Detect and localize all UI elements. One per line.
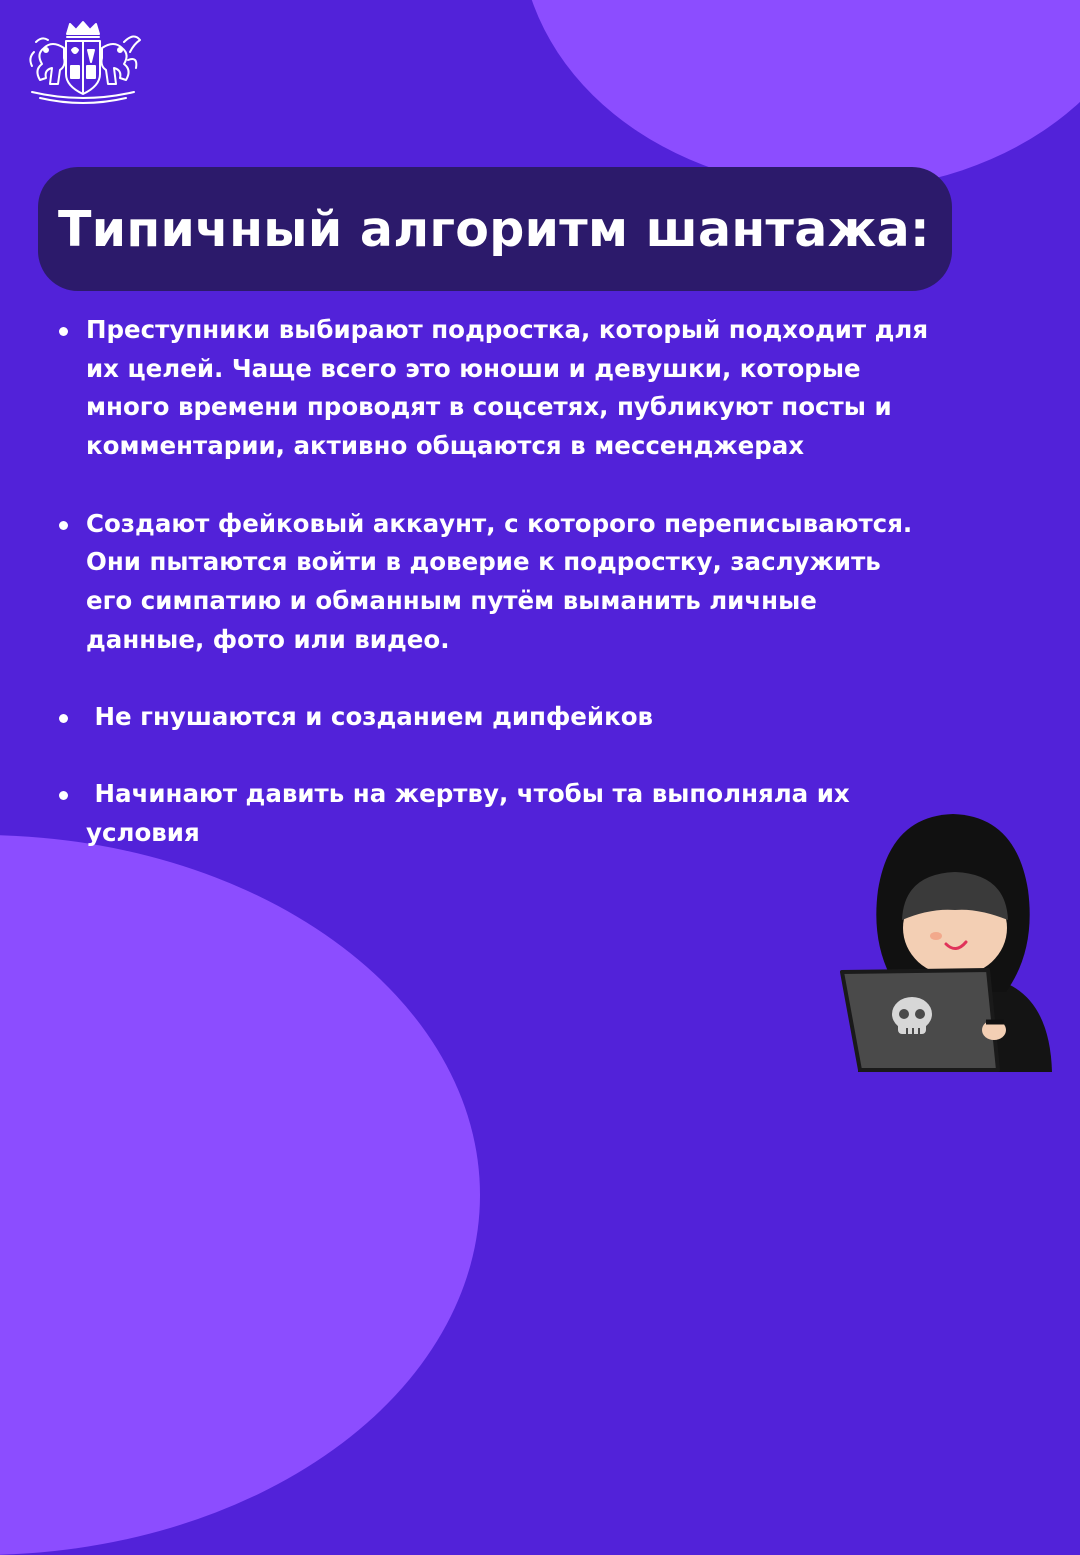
title-banner [38,167,952,291]
bullet-line: его симпатию и обманным путём выманить личные [86,585,817,615]
decorative-blob-bottom [0,835,480,1555]
bullet-dot [59,791,68,800]
coat-of-arms-icon [22,18,144,106]
bullet-line: Они пытаются войти в доверие к подростку, заслужить [86,547,881,577]
bullet-line: Создают фейковый аккаунт, с которого переписываются. [86,508,913,538]
bullet-line: Начинают давить на жертву, чтобы та выполняла их [86,779,850,809]
bullet-item [56,311,1016,466]
bullet-line: Не гнушаются и созданием дипфейков [86,702,654,731]
bullet-line: условия [86,818,200,848]
bullet-item [56,698,1016,737]
bullet-line: их целей. Чаще всего это юноши и девушки, которые [86,353,861,383]
bullet-line: Преступники выбирают подростка, который подходит для [86,315,929,344]
decorative-blob-top [520,0,1080,190]
bullet-list [56,311,1016,853]
bullet-dot [59,521,68,530]
hooded-hacker-illustration [838,808,1068,1072]
page-title: Типичный алгоритм шантажа: [58,200,930,258]
bullet-dot [59,714,68,723]
bullet-line: комментарии, активно общаются в мессенджерах [86,431,805,461]
bullet-line: много времени проводят в соцсетях, публикуют посты и [86,392,892,422]
bullet-line: данные, фото или видео. [86,624,450,654]
bullet-item [56,505,1016,660]
bullet-dot [59,327,68,336]
